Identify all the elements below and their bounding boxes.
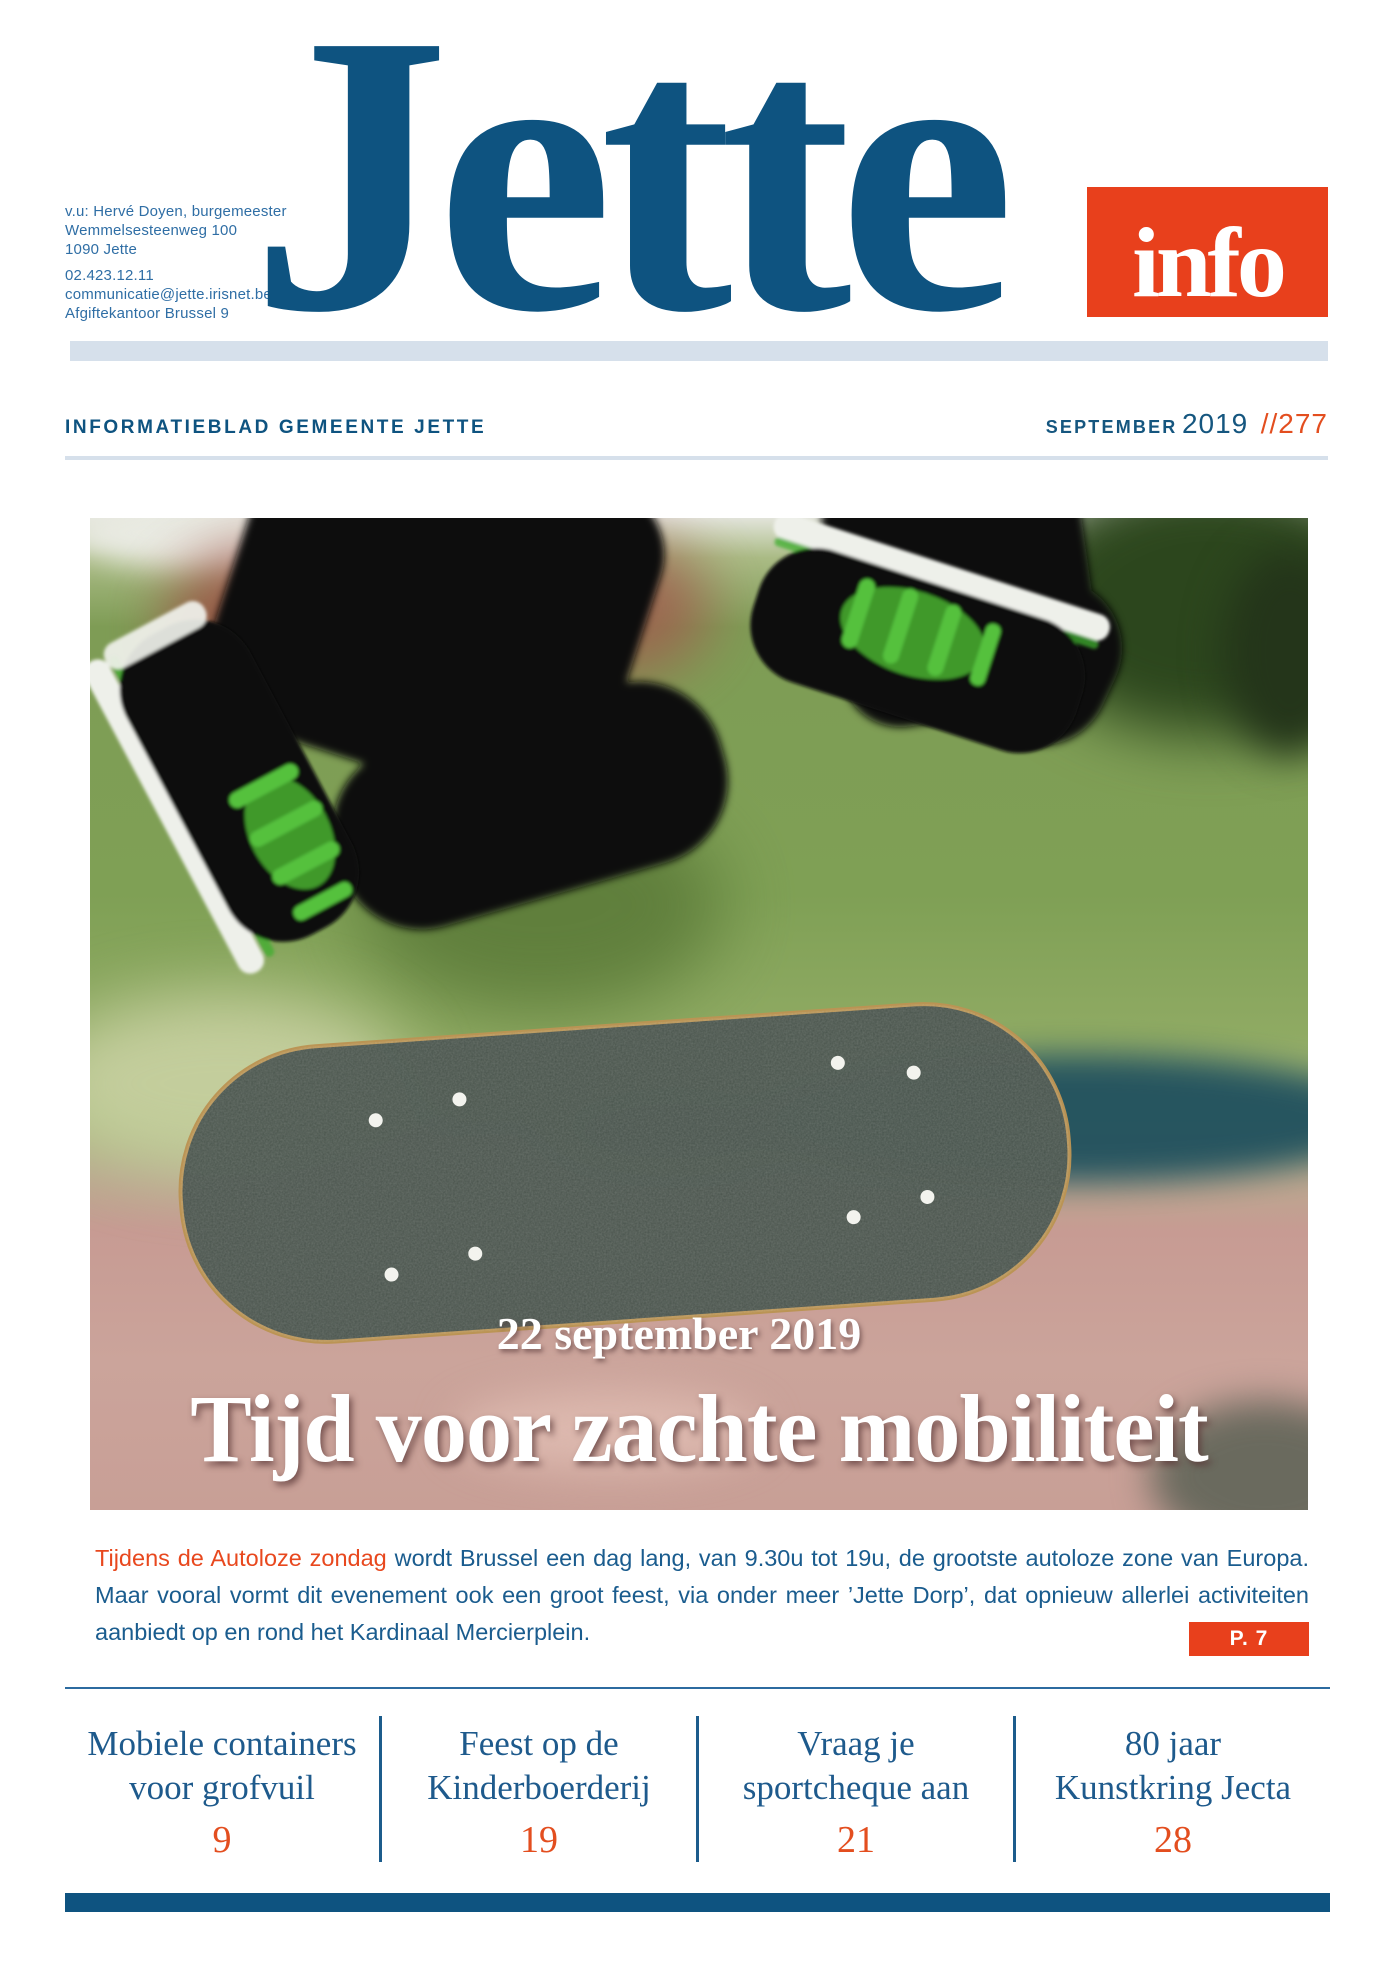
toc-title-line: Feest op de [459, 1724, 619, 1763]
publisher-email: communicatie@jette.irisnet.be [65, 286, 272, 303]
header-divider [65, 456, 1328, 460]
skater-illustration [90, 518, 1308, 1510]
publisher-line: 1090 Jette [65, 241, 138, 258]
toc-item-title [743, 1722, 969, 1810]
toc-item [65, 1716, 382, 1862]
publisher-line: Wemmelsesteenweg 100 [65, 222, 238, 239]
issue-header-row [65, 408, 1328, 440]
toc-title-line: Kinderboerderij [427, 1768, 651, 1807]
toc-top-divider [65, 1687, 1330, 1689]
toc-item-page: 21 [837, 1819, 875, 1861]
toc-item-title [1055, 1722, 1291, 1810]
magazine-logo: Jette [250, 0, 1002, 395]
info-badge [1087, 187, 1328, 317]
cover-photo [90, 518, 1308, 1510]
toc-title-line: voor grofvuil [129, 1768, 315, 1807]
lead-highlight: Tijdens de Autoloze zondag [95, 1545, 387, 1571]
toc-item [699, 1716, 1016, 1862]
cover-date: 22 september 2019 [496, 1308, 862, 1359]
issue-year: 2019 [1181, 408, 1249, 439]
lead-paragraph [95, 1540, 1309, 1651]
cover-headline: Tijd voor zachte mobiliteit [190, 1375, 1208, 1482]
info-badge-label: info [1132, 207, 1283, 318]
toc-title-line: Vraag je [797, 1724, 915, 1763]
table-of-contents [65, 1716, 1330, 1862]
toc-title-line: Kunstkring Jecta [1054, 1768, 1292, 1807]
toc-title-line: sportcheque aan [742, 1768, 970, 1807]
toc-item [1016, 1716, 1330, 1862]
footer-bar [65, 1893, 1330, 1912]
issue-number: //277 [1260, 408, 1328, 439]
publisher-phone: 02.423.12.11 [65, 267, 154, 284]
toc-item-page: 28 [1154, 1819, 1192, 1861]
issue-info [1046, 408, 1328, 440]
issue-month: SEPTEMBER [1045, 417, 1178, 437]
toc-item-page: 19 [520, 1819, 558, 1861]
lead-body: wordt Brussel een dag lang, van 9.30u tot 19u, de grootste autoloze zone van Europa. Maar vooral vormt dit evenement ook een groot feest, via onder meer ’Jette Dorp’, dat opnieuw allerlei activiteiten aanbiedt op en rond het Kardinaal Mercierplein. [95, 1545, 1309, 1645]
toc-item-title [427, 1722, 651, 1810]
publisher-line: v.u: Hervé Doyen, burgemeester [65, 203, 287, 220]
toc-title-line: 80 jaar [1124, 1724, 1222, 1763]
toc-item [382, 1716, 699, 1862]
toc-title-line: Mobiele containers [87, 1724, 357, 1763]
page-ref-badge: P. 7 [1189, 1622, 1309, 1656]
toc-item-title [87, 1722, 356, 1810]
publication-subtitle: INFORMATIEBLAD GEMEENTE JETTE [65, 417, 487, 438]
toc-item-page: 9 [212, 1819, 232, 1861]
publisher-line: Afgiftekantoor Brussel 9 [65, 305, 230, 322]
